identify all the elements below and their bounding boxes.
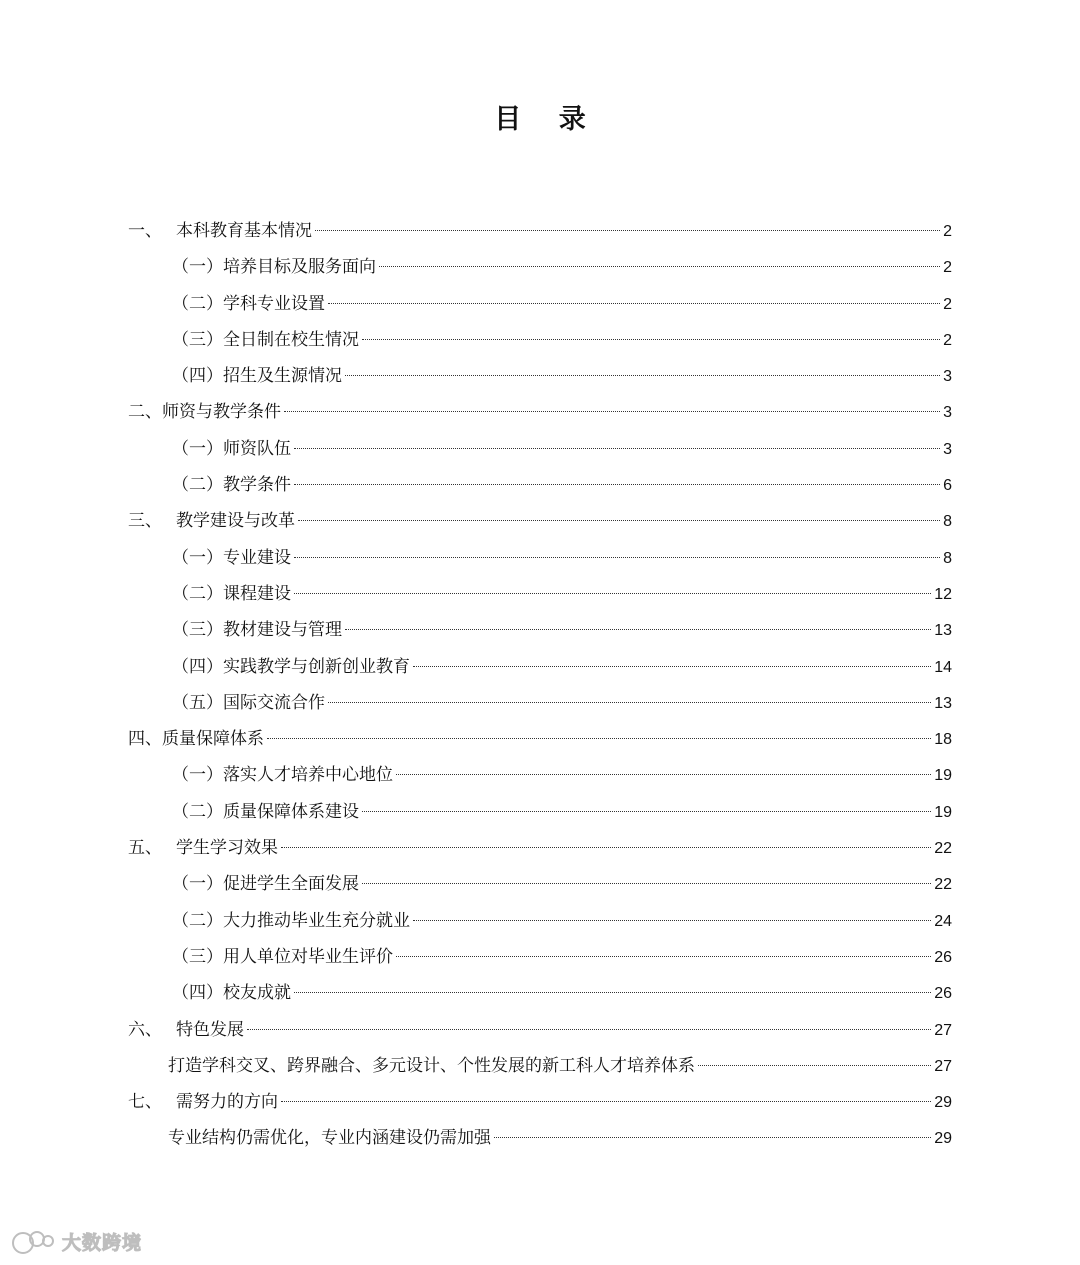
toc-entry-label: 教学条件 [223,475,291,496]
toc-entry-label: 教材建设与管理 [223,620,342,641]
toc-section-entry[interactable] [128,286,952,322]
toc-page-number: 22 [934,876,952,894]
toc-section-entry[interactable] [128,467,952,503]
toc-section-entry[interactable] [128,249,952,285]
dot-leader [294,593,931,594]
dot-leader [494,1137,931,1138]
toc-page-number: 18 [934,731,952,749]
watermark-text: 大数跨境 [62,1232,143,1254]
toc-section-entry[interactable] [128,576,952,612]
dot-leader [294,992,931,993]
toc-page-number: 3 [943,440,952,458]
toc-entry-number: （一） [172,438,223,459]
dot-leader [328,702,931,703]
toc-entry-label: 实践教学与创新创业教育 [223,656,410,677]
toc-entry-label: 打造学科交叉、跨界融合、多元设计、个性发展的新工科人才培养体系 [168,1055,695,1076]
toc-section-entry[interactable] [128,612,952,648]
toc-page-number: 22 [934,840,952,858]
toc-page-number: 19 [934,767,952,785]
dot-leader [413,666,931,667]
table-of-contents [128,213,952,1157]
toc-entry-label: 招生及生源情况 [223,366,342,387]
page-title: 目 录 [494,104,600,135]
toc-entry-number: 四、 [128,729,162,750]
watermark [10,1228,142,1255]
dot-leader [362,339,940,340]
toc-chapter-entry[interactable] [128,503,952,539]
toc-entry-label: 校友成就 [223,983,291,1004]
toc-entry-number: 五、 [128,838,162,859]
toc-entry-number: （四） [172,983,223,1004]
toc-section-entry[interactable] [128,1120,952,1156]
toc-entry-number: 七、 [128,1092,162,1113]
toc-entry-label: 学生学习效果 [176,838,278,859]
toc-page-number: 29 [934,1130,952,1148]
dot-leader [345,629,931,630]
toc-section-entry[interactable] [128,358,952,394]
toc-page-number: 19 [934,803,952,821]
toc-page-number: 12 [934,585,952,603]
dot-leader [413,920,931,921]
toc-page-number: 26 [934,985,952,1003]
toc-entry-number: （三） [172,620,223,641]
toc-entry-number: （三） [172,329,223,350]
toc-section-entry[interactable] [128,939,952,975]
toc-entry-label: 全日制在校生情况 [223,329,359,350]
toc-entry-label: 用人单位对毕业生评价 [223,946,393,967]
toc-page-number: 2 [943,259,952,277]
toc-page-number: 26 [934,948,952,966]
watermark-logo-icon [10,1229,56,1255]
toc-entry-label: 大力推动毕业生充分就业 [223,910,410,931]
toc-section-entry[interactable] [128,757,952,793]
toc-entry-label: 需努力的方向 [176,1092,278,1113]
toc-chapter-entry[interactable] [128,213,952,249]
toc-page-number: 13 [934,694,952,712]
dot-leader [294,484,940,485]
toc-entry-number: （四） [172,656,223,677]
toc-entry-label: 质量保障体系 [162,729,264,750]
toc-entry-number: （二） [172,801,223,822]
toc-entry-label: 落实人才培养中心地位 [223,765,393,786]
toc-section-entry[interactable] [128,794,952,830]
toc-entry-number: （二） [172,583,223,604]
dot-leader [396,956,931,957]
toc-page-number: 3 [943,368,952,386]
toc-entry-label: 学科专业设置 [223,293,325,314]
toc-entry-number: （一） [172,547,223,568]
toc-entry-number: （四） [172,366,223,387]
toc-chapter-entry[interactable] [128,1012,952,1048]
toc-entry-label: 专业结构仍需优化，专业内涵建设仍需加强 [168,1128,491,1149]
toc-entry-label: 促进学生全面发展 [223,874,359,895]
dot-leader [294,448,940,449]
toc-entry-label: 特色发展 [176,1019,244,1040]
dot-leader [247,1029,931,1030]
toc-page-number: 8 [943,549,952,567]
toc-entry-label: 培养目标及服务面向 [223,257,376,278]
toc-page-number: 3 [943,404,952,422]
toc-section-entry[interactable] [128,685,952,721]
toc-entry-number: （二） [172,475,223,496]
toc-entry-number: （一） [172,765,223,786]
toc-chapter-entry[interactable] [128,721,952,757]
toc-entry-label: 师资队伍 [223,438,291,459]
dot-leader [284,411,940,412]
toc-entry-number: （一） [172,257,223,278]
dot-leader [281,1101,931,1102]
toc-entry-number: （二） [172,910,223,931]
dot-leader [362,883,931,884]
toc-section-entry[interactable] [128,866,952,902]
dot-leader [294,557,940,558]
toc-section-entry[interactable] [128,649,952,685]
toc-entry-number: 六、 [128,1019,162,1040]
toc-section-entry[interactable] [128,431,952,467]
toc-section-entry[interactable] [128,975,952,1011]
toc-entry-label: 专业建设 [223,547,291,568]
toc-page-number: 27 [934,1021,952,1039]
toc-entry-number: 一、 [128,221,162,241]
dot-leader [379,266,940,267]
toc-entry-number: （五） [172,692,223,713]
toc-section-entry[interactable] [128,540,952,576]
toc-entry-label: 课程建设 [223,583,291,604]
toc-entry-number: 三、 [128,511,162,532]
toc-section-entry[interactable] [128,322,952,358]
dot-leader [267,738,931,739]
dot-leader [298,520,940,521]
dot-leader [345,375,940,376]
toc-entry-label: 质量保障体系建设 [223,801,359,822]
toc-entry-number: （一） [172,874,223,895]
toc-section-entry[interactable] [128,1048,952,1084]
toc-page-number: 2 [943,223,952,240]
toc-chapter-entry[interactable] [128,830,952,866]
toc-page-number: 24 [934,912,952,930]
toc-entry-number: 二、 [128,402,162,423]
toc-entry-label: 国际交流合作 [223,692,325,713]
toc-entry-label: 教学建设与改革 [176,511,295,532]
dot-leader [315,230,940,231]
toc-page-number: 6 [943,477,952,495]
toc-entry-number: （二） [172,293,223,314]
toc-page-number: 8 [943,513,952,531]
toc-entry-label: 师资与教学条件 [162,402,281,423]
toc-section-entry[interactable] [128,903,952,939]
toc-entry-number: （三） [172,946,223,967]
toc-entry-label: 本科教育基本情况 [176,221,312,241]
dot-leader [281,847,931,848]
toc-page-number: 2 [943,295,952,313]
toc-page-number: 13 [934,622,952,640]
toc-page-number: 27 [934,1057,952,1075]
toc-page-number: 14 [934,658,952,676]
toc-page-number: 29 [934,1094,952,1112]
dot-leader [396,774,931,775]
dot-leader [328,303,940,304]
toc-chapter-entry[interactable] [128,1084,952,1120]
toc-page-number: 2 [943,331,952,349]
dot-leader [362,811,931,812]
dot-leader [698,1065,931,1066]
toc-chapter-entry[interactable] [128,394,952,430]
